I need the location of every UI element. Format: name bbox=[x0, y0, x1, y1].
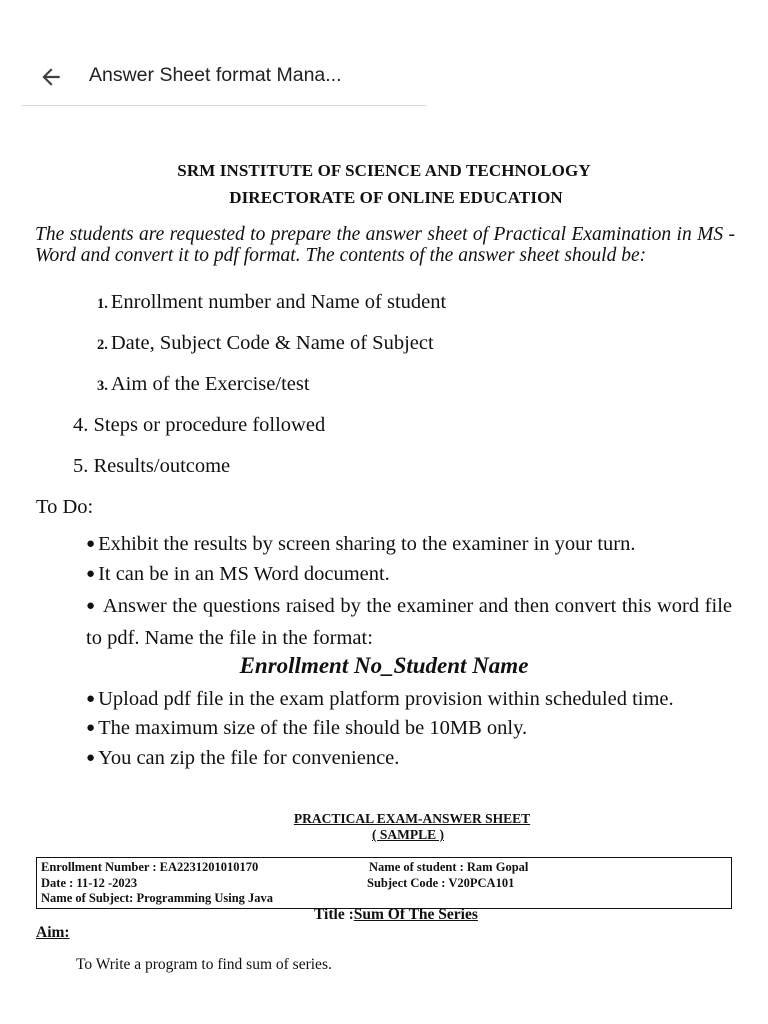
todo-heading: To Do: bbox=[36, 496, 94, 518]
list-item bbox=[73, 455, 230, 478]
todo-text: You can zip the file for convenience. bbox=[98, 747, 400, 769]
bullet-icon: ● bbox=[86, 566, 96, 582]
list-text: Results/outcome bbox=[93, 455, 231, 477]
bullet-icon: ● bbox=[86, 691, 96, 707]
todo-item bbox=[86, 533, 636, 556]
document-title: Answer Sheet format Mana... bbox=[89, 64, 342, 86]
student-name: Name of student : Ram Gopal bbox=[369, 860, 529, 874]
todo-text: The maximum size of the file should be 10MB only. bbox=[98, 717, 528, 739]
todo-text: Upload pdf file in the exam platform provision within scheduled time. bbox=[98, 688, 674, 710]
todo-item bbox=[86, 717, 527, 740]
institute-name: SRM INSTITUTE OF SCIENCE AND TECHNOLOGY bbox=[177, 161, 591, 180]
list-number: 2. bbox=[97, 337, 108, 353]
bullet-icon: ● bbox=[86, 598, 96, 614]
title-value: Sum Of The Series bbox=[353, 906, 478, 923]
title-label: Title : bbox=[314, 906, 354, 923]
subject-code: Subject Code : V20PCA101 bbox=[367, 876, 515, 890]
exam-date: Date : 11-12 -2023 bbox=[41, 876, 138, 890]
list-item bbox=[73, 414, 325, 437]
todo-item bbox=[86, 563, 390, 586]
list-number: 4. bbox=[73, 414, 89, 436]
sample-subtitle: ( SAMPLE ) bbox=[372, 827, 444, 842]
list-number: 1. bbox=[97, 296, 108, 312]
todo-text: It can be in an MS Word document. bbox=[98, 563, 390, 585]
todo-item bbox=[86, 688, 674, 711]
app-bar bbox=[22, 50, 426, 106]
todo-item bbox=[86, 591, 732, 653]
bullet-icon: ● bbox=[86, 750, 96, 766]
bullet-icon: ● bbox=[86, 720, 96, 736]
list-number: 5. bbox=[73, 455, 89, 477]
aim-label: Aim: bbox=[36, 924, 70, 941]
list-item bbox=[97, 373, 310, 396]
student-info-box bbox=[36, 857, 732, 909]
back-arrow-icon[interactable] bbox=[38, 64, 64, 90]
subject-name: Name of Subject: Programming Using Java bbox=[41, 891, 274, 905]
todo-item bbox=[86, 747, 399, 770]
todo-text: Answer the questions raised by the examiner and then convert this word file to pdf. Name the file in the format: bbox=[86, 595, 732, 649]
list-text: Date, Subject Code & Name of Subject bbox=[110, 332, 434, 354]
intro-paragraph: The students are requested to prepare the answer sheet of Practical Examination in MS -Word and convert it to pdf format. The contents of the answer sheet should be: bbox=[35, 224, 735, 266]
todo-text: Exhibit the results by screen sharing to the examiner in your turn. bbox=[98, 533, 636, 555]
bullet-icon: ● bbox=[86, 536, 96, 552]
list-text: Enrollment number and Name of student bbox=[110, 291, 447, 313]
list-item bbox=[97, 291, 446, 314]
list-item bbox=[97, 332, 434, 355]
directorate-name: DIRECTORATE OF ONLINE EDUCATION bbox=[229, 188, 563, 207]
list-text: Steps or procedure followed bbox=[93, 414, 326, 436]
enrollment-number: Enrollment Number : EA2231201010170 bbox=[41, 860, 259, 874]
list-text: Aim of the Exercise/test bbox=[110, 373, 310, 395]
list-number: 3. bbox=[97, 378, 108, 394]
aim-text: To Write a program to find sum of series. bbox=[76, 956, 332, 973]
exercise-title bbox=[314, 906, 478, 924]
filename-format: Enrollment No_Student Name bbox=[239, 653, 529, 678]
sample-title: PRACTICAL EXAM-ANSWER SHEET bbox=[293, 811, 531, 826]
